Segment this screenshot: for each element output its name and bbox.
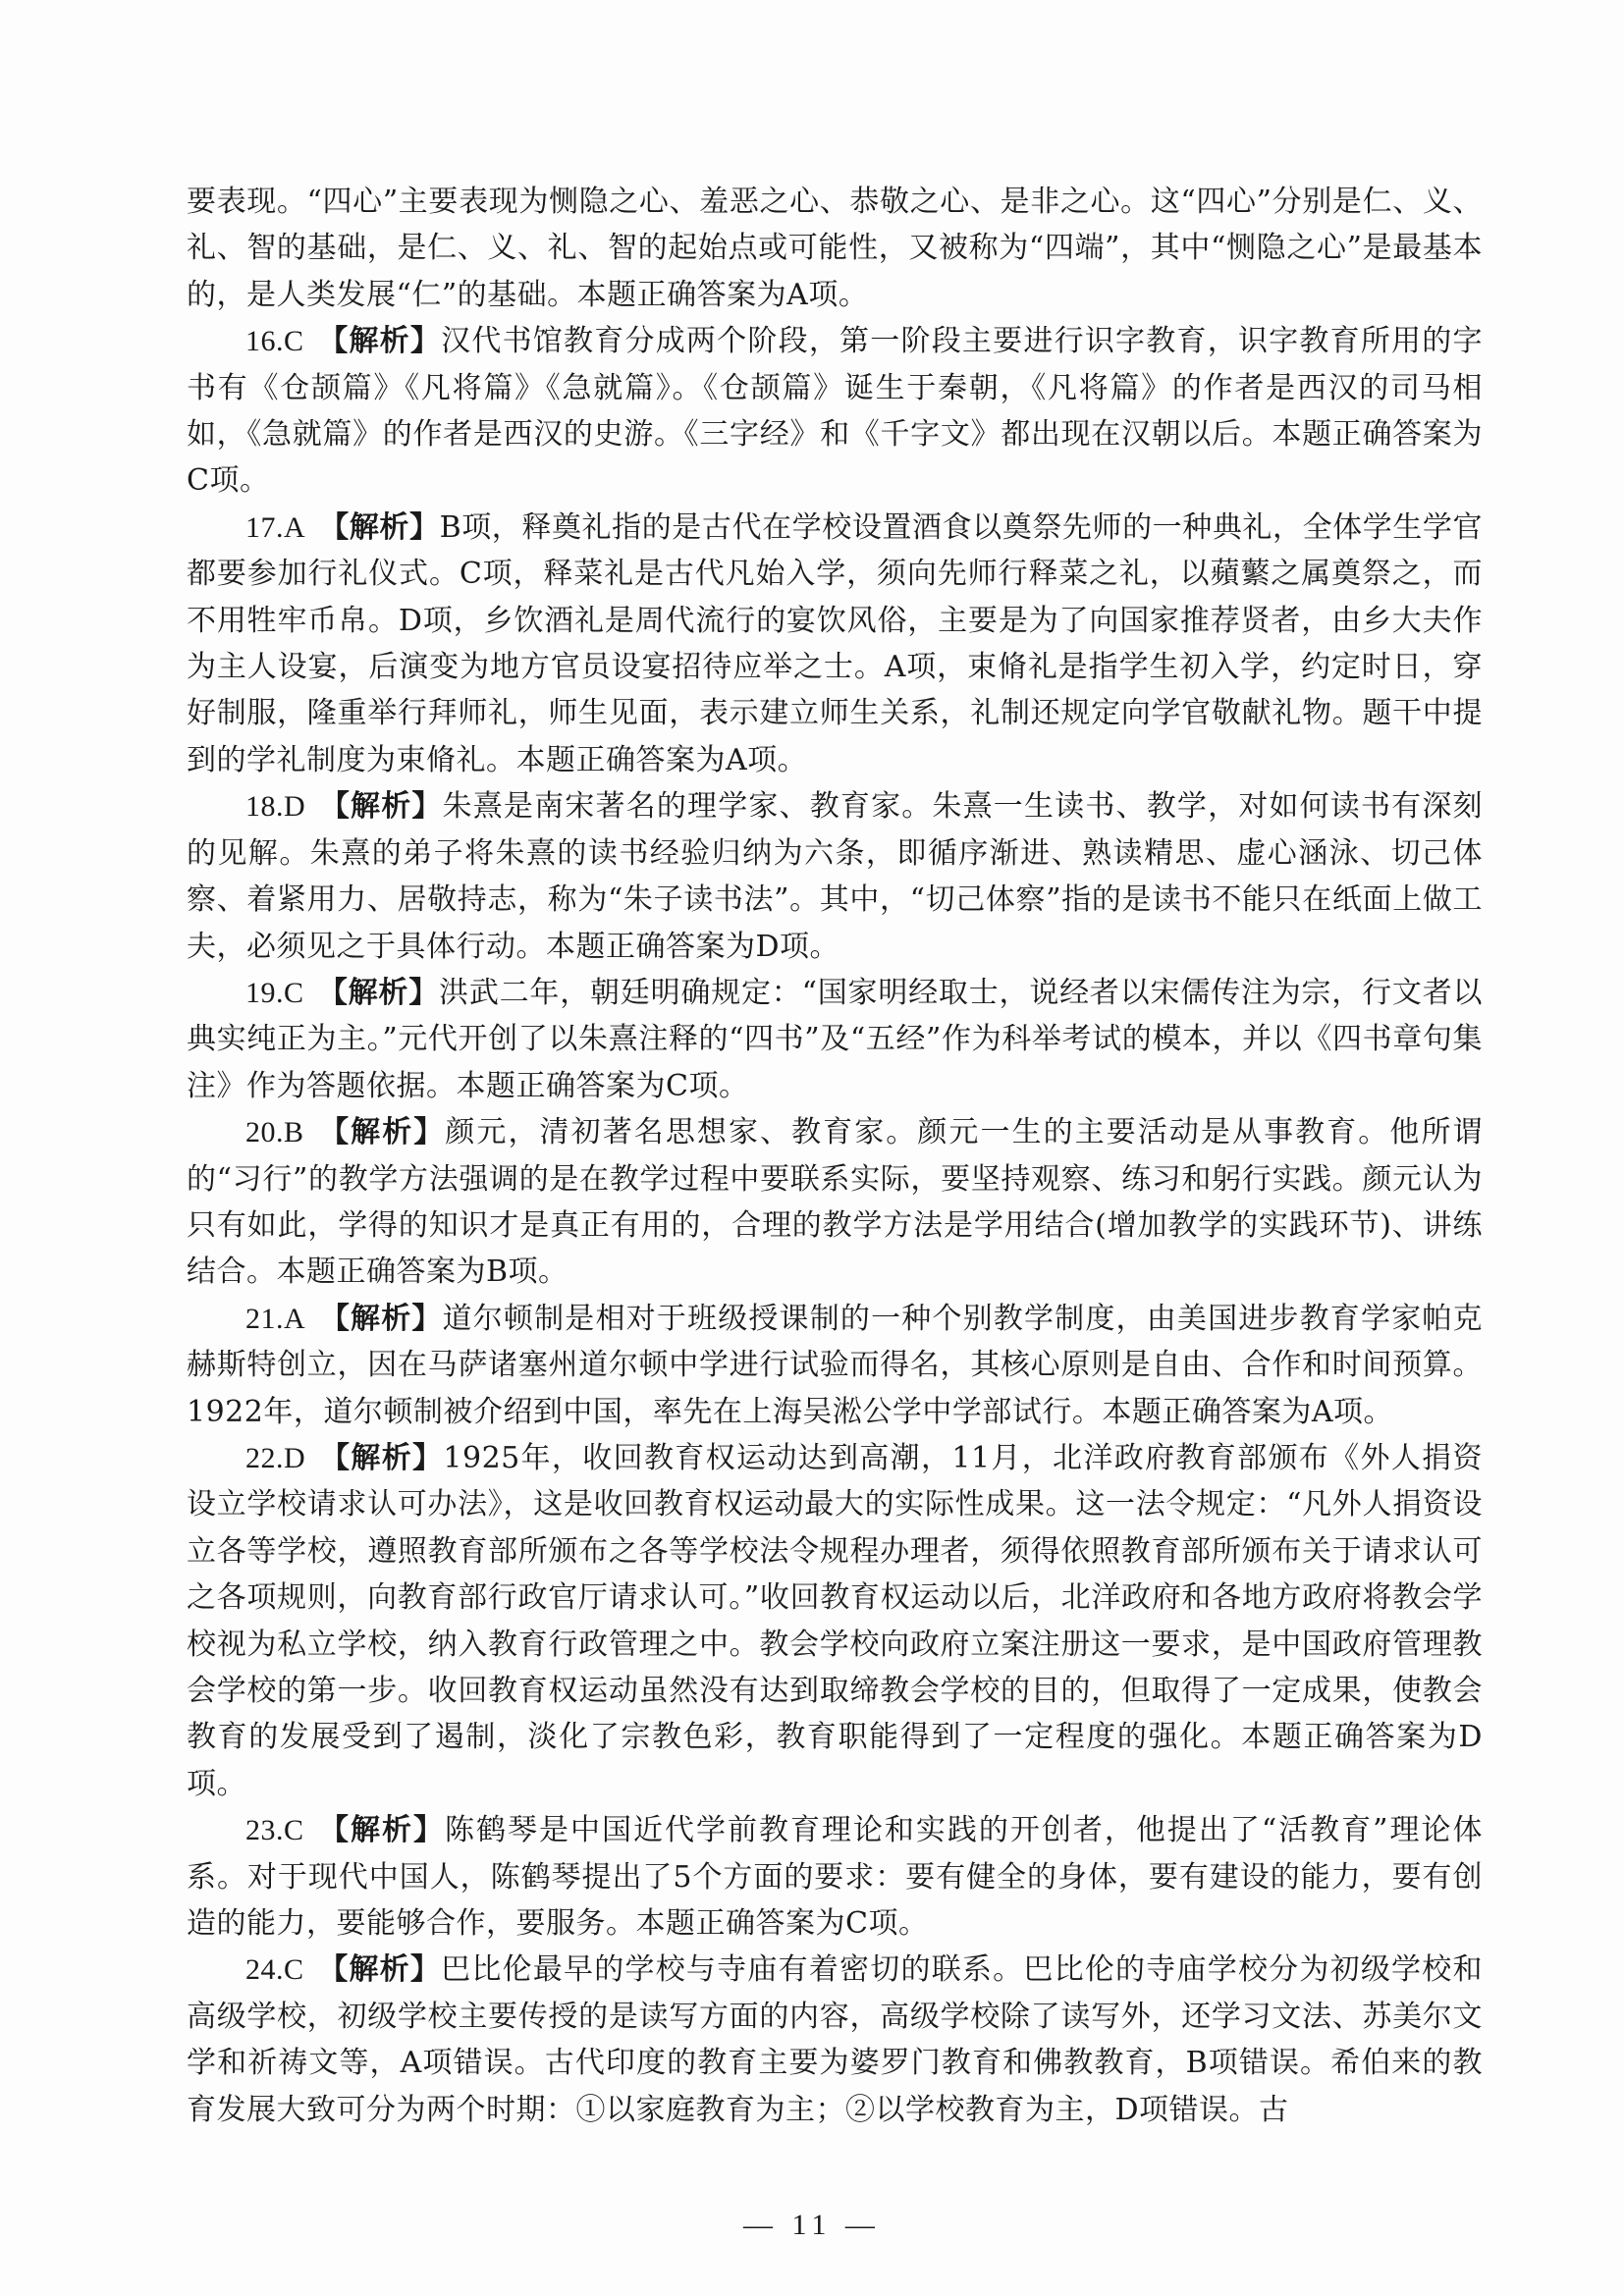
item-number: 18.D	[245, 790, 306, 824]
analysis-tag: 【解析】	[319, 789, 443, 825]
analysis-tag: 【解析】	[319, 509, 440, 545]
item-number: 24.C	[245, 1953, 304, 1987]
answer-item-22	[187, 1435, 1483, 1807]
item-number: 16.C	[245, 325, 304, 358]
item-text: 颜元，清初著名思想家、教育家。颜元一生的主要活动是从事教育。他所谓的“习行”的教学方法强调的是在教学过程中要联系实际，要坚持观察、练习和躬行实践。颜元认为只有如此，学得的知识才是真正有用的，合理的教学方法是学用结合(增加教学的实践环节)、讲练结合。本题正确答案为B项。	[187, 1115, 1484, 1290]
analysis-tag: 【解析】	[319, 1440, 444, 1475]
answer-explanations	[187, 179, 1483, 2133]
page-number: — 11 —	[743, 2209, 881, 2241]
answer-item-20	[187, 1109, 1483, 1296]
answer-item-21	[187, 1296, 1483, 1435]
analysis-tag: 【解析】	[319, 1301, 443, 1336]
item-number: 21.A	[245, 1302, 306, 1335]
analysis-tag: 【解析】	[317, 1813, 445, 1848]
analysis-tag: 【解析】	[317, 324, 442, 359]
answer-item-24	[187, 1947, 1483, 2133]
item-text: 1925年，收回教育权运动达到高潮，11月，北洋政府教育部颁布《外人捐资设立学校请求认可办法》，这是收回教育权运动最大的实际性成果。这一法令规定：“凡外人捐资设立各等学校，遵照教育部所颁布之各等学校法令规程办理者，须得依照教育部所颁布关于请求认可之各项规则，向教育部行政官厅请求认可。”收回教育权运动以后，北洋政府和各地方政府将教会学校视为私立学校，纳入教育行政管理之中。教会学校向政府立案注册这一要求，是中国政府管理教会学校的第一步。收回教育权运动虽然没有达到取缔教会学校的目的，但取得了一定成果，使教会教育的发展受到了遏制，淡化了宗教色彩，教育职能得到了一定程度的强化。本题正确答案为D项。	[187, 1440, 1484, 1801]
analysis-tag: 【解析】	[317, 975, 440, 1010]
item-text: 道尔顿制是相对于班级授课制的一种个别教学制度，由美国进步教育学家帕克赫斯特创立，因在马萨诸塞州道尔顿中学进行试验而得名，其核心原则是自由、合作和时间预算。1922年，道尔顿制被介绍到中国，率先在上海吴淞公学中学部试行。本题正确答案为A项。	[187, 1301, 1484, 1429]
item-text: 巴比伦最早的学校与寺庙有着密切的联系。巴比伦的寺庙学校分为初级学校和高级学校，初级学校主要传授的是读写方面的内容，高级学校除了读写外，还学习文法、苏美尔文学和祈祷文等，A项错误。古代印度的教育主要为婆罗门教育和佛教教育，B项错误。希伯来的教育发展大致可分为两个时期：①以家庭教育为主；②以学校教育为主，D项错误。古	[187, 1952, 1484, 2127]
item-number: 20.B	[245, 1116, 304, 1149]
item-number: 22.D	[245, 1441, 306, 1474]
item-number: 19.C	[245, 976, 304, 1009]
answer-item-17	[187, 505, 1483, 783]
item-text: 汉代书馆教育分成两个阶段，第一阶段主要进行识字教育，识字教育所用的字书有《仓颉篇》《凡将篇》《急就篇》。《仓颉篇》诞生于秦朝，《凡将篇》的作者是西汉的司马相如，《急就篇》的作者是西汉的史游。《三字经》和《千字文》都出现在汉朝以后。本题正确答案为C项。	[187, 324, 1484, 499]
intro-paragraph: 要表现。“四心”主要表现为恻隐之心、羞恶之心、恭敬之心、是非之心。这“四心”分别是仁、义、礼、智的基础，是仁、义、礼、智的起始点或可能性，又被称为“四端”，其中“恻隐之心”是最基本的，是人类发展“仁”的基础。本题正确答案为A项。	[187, 185, 1483, 312]
analysis-tag: 【解析】	[317, 1952, 442, 1988]
item-number: 17.A	[245, 510, 306, 544]
item-text: 朱熹是南宋著名的理学家、教育家。朱熹一生读书、教学，对如何读书有深刻的见解。朱熹的弟子将朱熹的读书经验归纳为六条，即循序渐进、熟读精思、虚心涵泳、切己体察、着紧用力、居敬持志，称为“朱子读书法”。其中，“切己体察”指的是读书不能只在纸面上做工夫，必须见之于具体行动。本题正确答案为D项。	[187, 789, 1484, 964]
answer-item-16	[187, 318, 1483, 505]
item-text: B项，释奠礼指的是古代在学校设置酒食以奠祭先师的一种典礼，全体学生学官都要参加行礼仪式。C项，释菜礼是古代凡始入学，须向先师行释菜之礼，以蘋蘩之属奠祭之，而不用牲牢币帛。D项，乡饮酒礼是周代流行的宴饮风俗，主要是为了向国家推荐贤者，由乡大夫作为主人设宴，后演变为地方官员设宴招待应举之士。A项，束脩礼是指学生初入学，约定时日，穿好制服，隆重举行拜师礼，师生见面，表示建立师生关系，礼制还规定向学官敬献礼物。题干中提到的学礼制度为束脩礼。本题正确答案为A项。	[187, 509, 1483, 777]
answer-item-18	[187, 783, 1483, 970]
analysis-tag: 【解析】	[317, 1115, 446, 1150]
item-number: 23.C	[245, 1814, 304, 1847]
answer-item-23	[187, 1807, 1483, 1947]
item-text: 洪武二年，朝廷明确规定：“国家明经取士，说经者以宋儒传注为宗，行文者以典实纯正为主。”元代开创了以朱熹注释的“四书”及“五经”作为科举考试的模本，并以《四书章句集注》作为答题依据。本题正确答案为C项。	[187, 975, 1483, 1103]
item-text: 陈鹤琴是中国近代学前教育理论和实践的开创者，他提出了“活教育”理论体系。对于现代中国人，陈鹤琴提出了5个方面的要求：要有健全的身体，要有建设的能力，要有创造的能力，要能够合作，要服务。本题正确答案为C项。	[187, 1813, 1483, 1942]
answer-item-19	[187, 970, 1483, 1109]
